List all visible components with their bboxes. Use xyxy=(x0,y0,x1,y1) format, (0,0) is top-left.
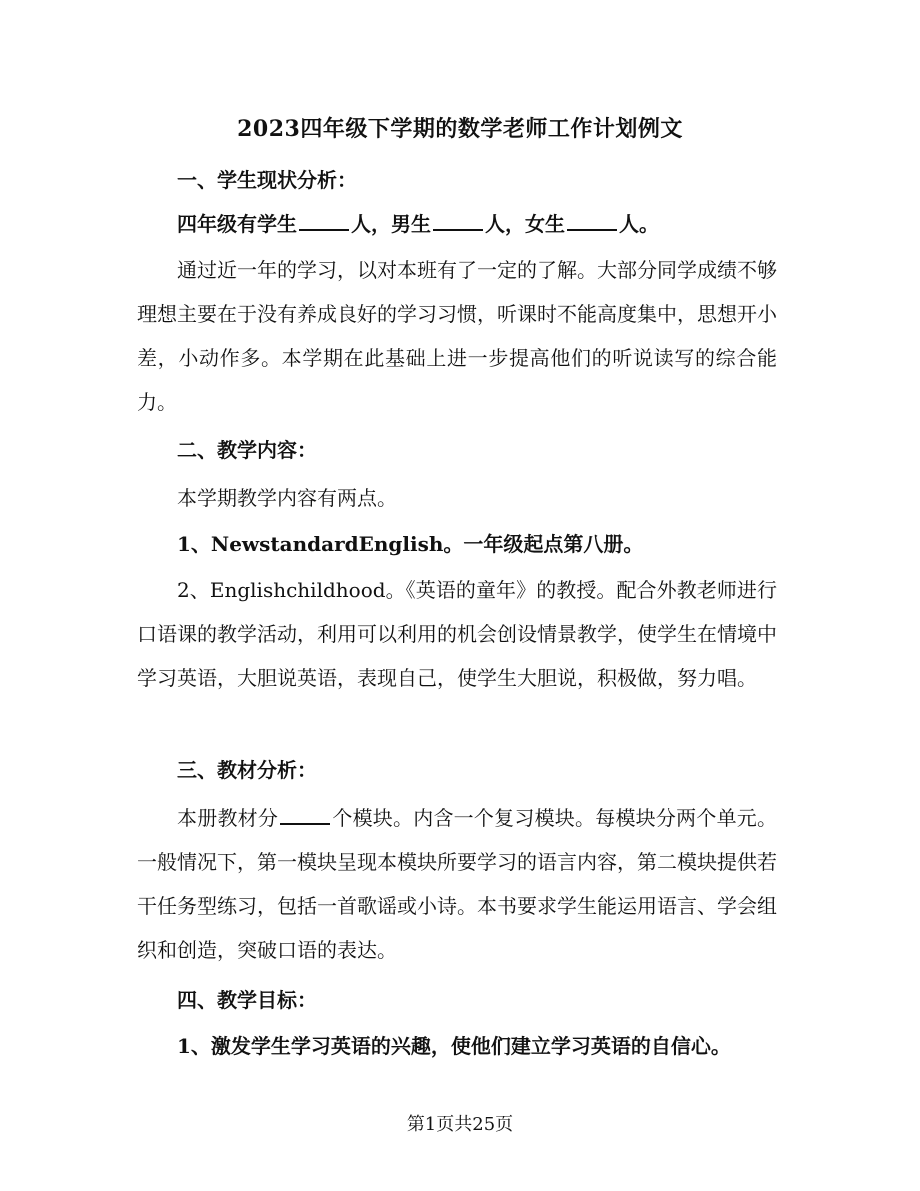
page-number-footer: 第1页共25页 xyxy=(406,1114,514,1135)
student-stats-line xyxy=(137,202,777,246)
stats-boys-label: 人，男生 xyxy=(351,212,431,236)
section2-intro: 本学期教学内容有两点。 xyxy=(177,486,397,510)
total-students-blank xyxy=(299,209,349,231)
section3-para-prefix: 本册教材分 xyxy=(177,806,279,830)
section3-heading: 三、教材分析： xyxy=(177,758,317,782)
section3-paragraph xyxy=(137,796,777,972)
section2-item1: 1、NewstandardEnglish。一年级起点第八册。 xyxy=(177,532,644,556)
section2-heading: 二、教学内容： xyxy=(177,438,317,462)
stats-prefix: 四年级有学生 xyxy=(177,212,297,236)
module-count-blank xyxy=(280,803,330,825)
section4-item1: 1、激发学生学习英语的兴趣，使他们建立学习英语的自信心。 xyxy=(177,1034,731,1058)
section2-item2: 2、Englishchildhood。《英语的童年》的教授。配合外教老师进行口语课的教学活动，利用可以利用的机会创设情景教学，使学生在情境中学习英语，大胆说英语，表现自己，使学生大胆说，积极做，努力唱。 xyxy=(137,578,777,690)
section3-para-rest: 个模块。内含一个复习模块。每模块分两个单元。一般情况下，第一模块呈现本模块所要学习的语言内容，第二模块提供若干任务型练习，包括一首歌谣或小诗。本书要求学生能运用语言、学会组织和创造，突破口语的表达。 xyxy=(137,806,778,962)
stats-girls-label: 人，女生 xyxy=(485,212,565,236)
section1-paragraph: 通过近一年的学习，以对本班有了一定的了解。大部分同学成绩不够理想主要在于没有养成良好的学习习惯，听课时不能高度集中，思想开小差，小动作多。本学期在此基础上进一步提高他们的听说读写的综合能力。 xyxy=(137,258,777,414)
boys-blank xyxy=(433,209,483,231)
section4-heading: 四、教学目标： xyxy=(177,988,317,1012)
girls-blank xyxy=(567,209,617,231)
document-title: 2023四年级下学期的数学老师工作计划例文 xyxy=(237,116,683,142)
section1-heading: 一、学生现状分析： xyxy=(177,168,357,192)
stats-suffix: 人。 xyxy=(619,212,659,236)
